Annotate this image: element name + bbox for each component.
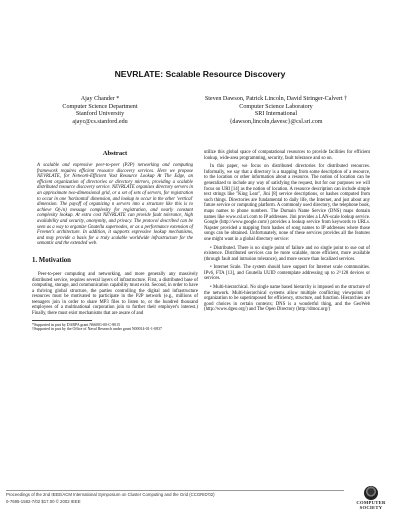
paragraph: utilize this global space of computational resources to provide facilities for efficient lookup, wide-area programming, security, fault tolerance and so on. bbox=[204, 150, 370, 161]
right-column-body bbox=[204, 150, 370, 243]
logo-line: SOCIETY bbox=[359, 505, 383, 510]
footnote: *Supported in part by DARPA grant N66001-00-C-8015 bbox=[32, 322, 121, 327]
bullet-text: Internet Scale. The system should have support for Internet scale communities. IPv6, FTA [13], and Gnutella UUID contemplate addressing up to 2^128 devices or services. bbox=[204, 265, 370, 282]
page-footer bbox=[0, 492, 400, 518]
footer-proceedings: Proceedings of the 2nd IEEE/ACM International Symposium on Cluster Computing and the Grid (CCGRID'02) bbox=[6, 492, 215, 497]
paragraph: Peer-to-peer computing and networking, and more generally any massively distributed service, requires several layers of infrastructure. First, a distributed base of computing, storage, and communication capability must exist. Second, in order to have a thriving global structure, the parties controlling the digital and infrastructure resources must be motivated to participate in the P2P network (e.g., millions of teenagers join in order to share MP3 files to listen to, or the hundred thousand employees of a multinational corporation join to further their employer's interest.) Finally, there must exist mechanisms that are aware of and bbox=[32, 271, 198, 317]
bullet-item: • Multi-hierarchical. No single name based hierarchy is imposed on the structure of the network. Multi-hierarchical systems allow multiple conflicting viewpoints of organization to be superimposed for efficiency, structure, and function. Hierarchies are good choices in certain contexts; DNS is a wonderful thing, and the GeoWeb (http://www.dgeo.org/) and The Open Directory (http://dmoz.org/) bbox=[204, 285, 370, 313]
left-column bbox=[32, 150, 198, 332]
author-email: ajayc@cs.stanford.edu bbox=[72, 119, 128, 126]
paragraph: In this paper, we focus on distributed directories for distributed resources. Informally, we say that a directory is a mapping from some description of a resource, to the location or other information about a resource. The notion of location can be generalized to include any way of satisfying the request, but for our purposes we will focus on URI [14] as the notion of location. A resource description can include simple text strings like "King Lear", Jini [8] service descriptions, or hashes computed from such things. Directories are fundamental to daily life, the Internet, and just about any future service or computing platform. A commonly used directory, the telephone book, maps names to phone numbers. The Domain Name Service (DNS) maps domain names like www.csl.sri.com to IP addresses. Jini provides a LAN-scale lookup service. Google (http://www.google.com/) provides a lookup service from keywords to URLs. Napster provided a mapping from hashes of song names to IP addresses where those songs can be obtained. Unfortunately, none of these services provides all the features one might want in a global directory service: bbox=[204, 164, 370, 242]
bullet-text: Distributed. There is no single point of failure and no single point to sue out of existence. Distributed services can be more scalable, more efficient, more available (through fault and intrusion tolerance), and more secure than localized services. bbox=[204, 245, 370, 262]
author-affiliation: Computer Science Department bbox=[62, 103, 138, 110]
footnote: †Supported in part by the Office of Naval Research under grant N00014-01-1-0837 bbox=[32, 327, 162, 332]
computer-society-logo bbox=[348, 486, 394, 516]
author-block-sri bbox=[170, 96, 382, 127]
bullet-text: Multi-hierarchical. No single name based hierarchy is imposed on the structure of the network. Multi-hierarchical systems allow multiple conflicting viewpoints of organization to be superimposed for efficiency, structure, and function. Hierarchies are good choices in certain contexts; DNS is a wonderful thing, and the GeoWeb (http://www.dgeo.org/) and The Open Directory (http://dmoz.org/) bbox=[204, 285, 370, 313]
abstract-text: A scalable and expressive peer-to-peer (P2P) networking and computing framework requires efficient resource discovery services. Here we propose NEVRLATE, for Network-Efficient Vast Resource Lookup At The Edge, an efficient organization of directories or directory mirrors, providing a scalable distributed resource discovery service. NEVRLATE organizes directory servers in an approximate two-dimensional grid, or a set of sets of servers, for registration to occur in one 'horizontal' dimension, and lookup to occur in the other 'vertical' dimension. The payoff of organizing n servers into a structure like this is to achieve O(√n) message complexity for registration, and nearly constant complexity lookup. At extra cost NEVRLATE can provide fault tolerance, high availability and security, anonymity, and privacy. The protocol described can be seen as a way to organize Gnutella supernodes, or as a performance extension of Freenet's architecture. In addition, it supports expressive lookup mechanisms, and may provide a basis for a truly scalable worldwide infrastructure for the semantic and the extended web. bbox=[37, 163, 193, 247]
paper-title: NEVRLATE: Scalable Resource Discovery bbox=[114, 69, 286, 79]
author-institution: Stanford University bbox=[75, 111, 125, 118]
bullet-item: • Distributed. There is no single point of failure and no single point to sue out of existence. Distributed services can be more scalable, more efficient, more available (through fault and intrusion tolerance), and more secure than localized services. bbox=[204, 245, 370, 262]
author-block-stanford bbox=[36, 96, 164, 127]
abstract-heading: Abstract bbox=[102, 150, 128, 157]
bullet-list bbox=[204, 246, 370, 314]
author-institution: SRI International bbox=[254, 111, 298, 118]
author-email: {dawson,lincoln,davesc}@csl.sri.com bbox=[229, 119, 323, 126]
author-name: Steven Dawson, Patrick Lincoln, David Stringer-Calvert † bbox=[204, 96, 348, 102]
author-affiliation: Computer Science Laboratory bbox=[239, 103, 313, 110]
logo-line: COMPUTER bbox=[356, 500, 386, 505]
author-name: Ajay Chander * bbox=[80, 96, 120, 102]
footnote-divider bbox=[32, 320, 92, 321]
section-body bbox=[32, 272, 198, 317]
section-heading-motivation: 1. Motivation bbox=[32, 256, 71, 264]
footnotes bbox=[32, 323, 198, 332]
emblem-icon bbox=[364, 486, 378, 500]
right-column bbox=[204, 150, 370, 316]
bullet-item: • Internet Scale. The system should have support for Internet scale communities. IPv6, FTA [13], and Gnutella UUID contemplate addressing up to 2^128 devices or services. bbox=[204, 265, 370, 282]
footer-isbn: 0-7695-1582-7/02 $17.00 © 2002 IEEE bbox=[6, 499, 81, 504]
footer-divider bbox=[6, 490, 344, 491]
